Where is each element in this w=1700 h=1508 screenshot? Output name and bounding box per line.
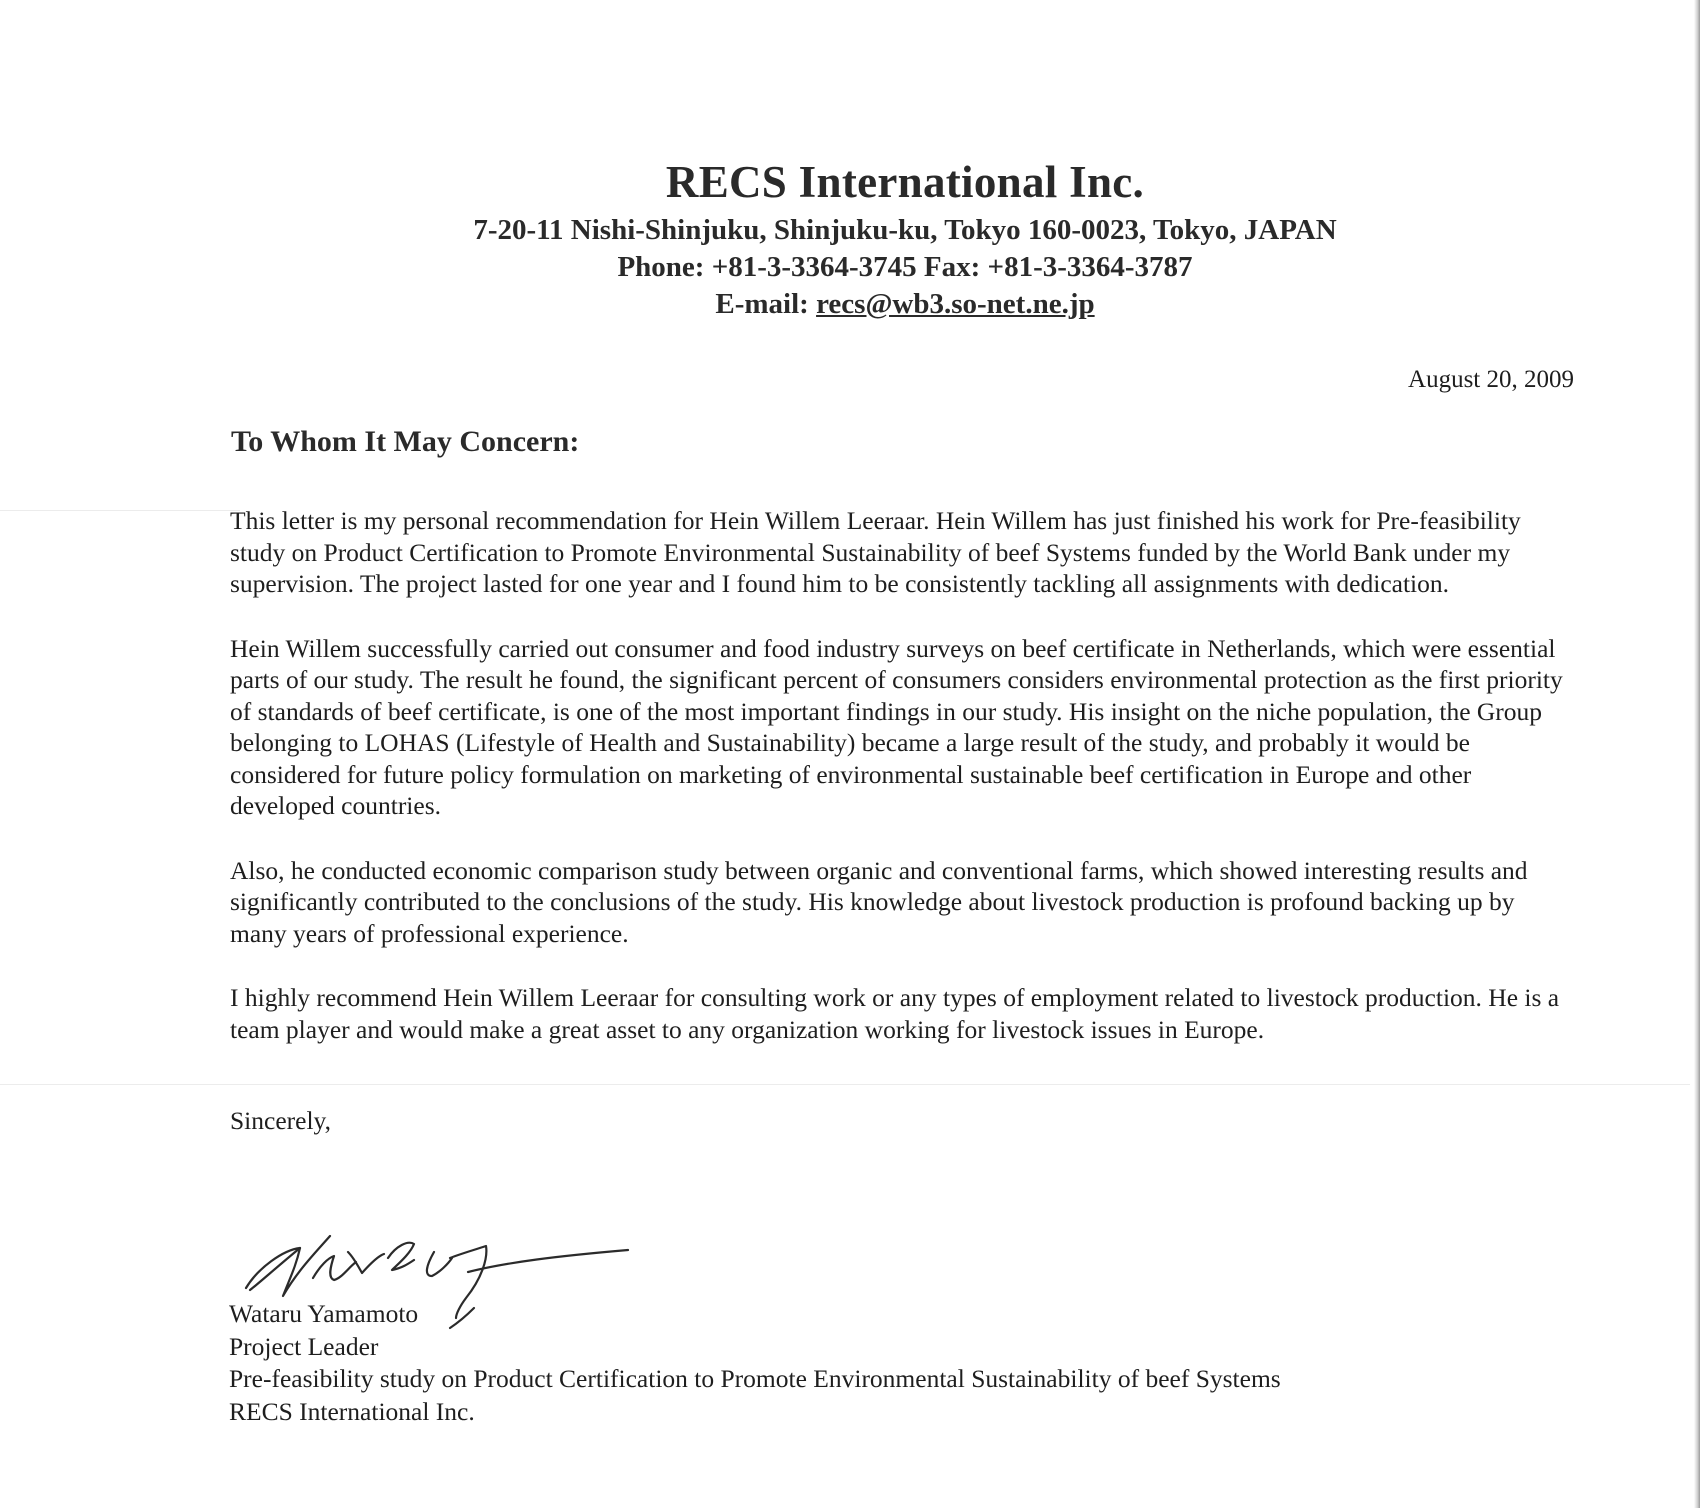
signer-project: Pre-feasibility study on Product Certification to Promote Environmental Sustainability of beef Systems	[229, 1364, 1281, 1393]
letter-date: August 20, 2009	[1408, 366, 1574, 393]
scan-artifact-line	[0, 1084, 1690, 1085]
email-link[interactable]: recs@wb3.so-net.ne.jp	[816, 288, 1095, 320]
body-paragraph: I highly recommend Hein Willem Leeraar for consulting work or any types of employment related to livestock production. He is a team player and would make a great asset to any organization working for livestock issues in Europe.	[230, 983, 1560, 1044]
body-paragraph: This letter is my personal recommendation for Hein Willem Leeraar. Hein Willem has just finished his work for Pre-feasibility study on Product Certification to Promote Environmental Sustainability of beef Systems funded by the World Bank under my supervision. The project lasted for one year and I found him to be consistently tackling all assignments with dedication.	[230, 506, 1521, 598]
company-name: RECS International Inc.	[665, 157, 1145, 207]
company-address: 7-20-11 Nishi-Shinjuku, Shinjuku-ku, Tokyo 160-0023, Tokyo, JAPAN	[473, 214, 1337, 246]
closing: Sincerely,	[230, 1106, 332, 1135]
signer-title: Project Leader	[229, 1331, 379, 1361]
page-edge-shadow	[1694, 0, 1700, 1508]
letter-body	[230, 505, 1575, 1078]
email-label: E-mail:	[715, 288, 809, 320]
body-paragraph: Also, he conducted economic comparison study between organic and conventional farms, which showed interesting results and significantly contributed to the conclusions of the study. His knowledge about livestock production is profound backing up by many years of professional experience.	[230, 855, 1528, 948]
scan-artifact-line	[0, 510, 240, 511]
signer-name: Wataru Yamamoto	[229, 1299, 419, 1328]
company-phone-fax: Phone: +81-3-3364-3745 Fax: +81-3-3364-3787	[617, 251, 1193, 283]
body-paragraph: Hein Willem successfully carried out consumer and food industry surveys on beef certificate in Netherlands, which were essential parts of our study. The result he found, the significant percent of consumers considers environmental protection as the first priority of standards of beef certificate, is one of the most important findings in our study. His insight on the niche population, the Group belonging to LOHAS (Lifestyle of Health and Sustainability) became a large result of the study, and probably it would be considered for future policy formulation on marketing of environmental sustainable beef certification in Europe and other developed countries.	[230, 633, 1563, 820]
signature-block	[229, 1298, 1281, 1428]
salutation: To Whom It May Concern:	[231, 425, 580, 458]
letterhead	[360, 152, 1450, 323]
signer-organization: RECS International Inc.	[229, 1396, 475, 1426]
company-email-line	[360, 286, 1450, 323]
